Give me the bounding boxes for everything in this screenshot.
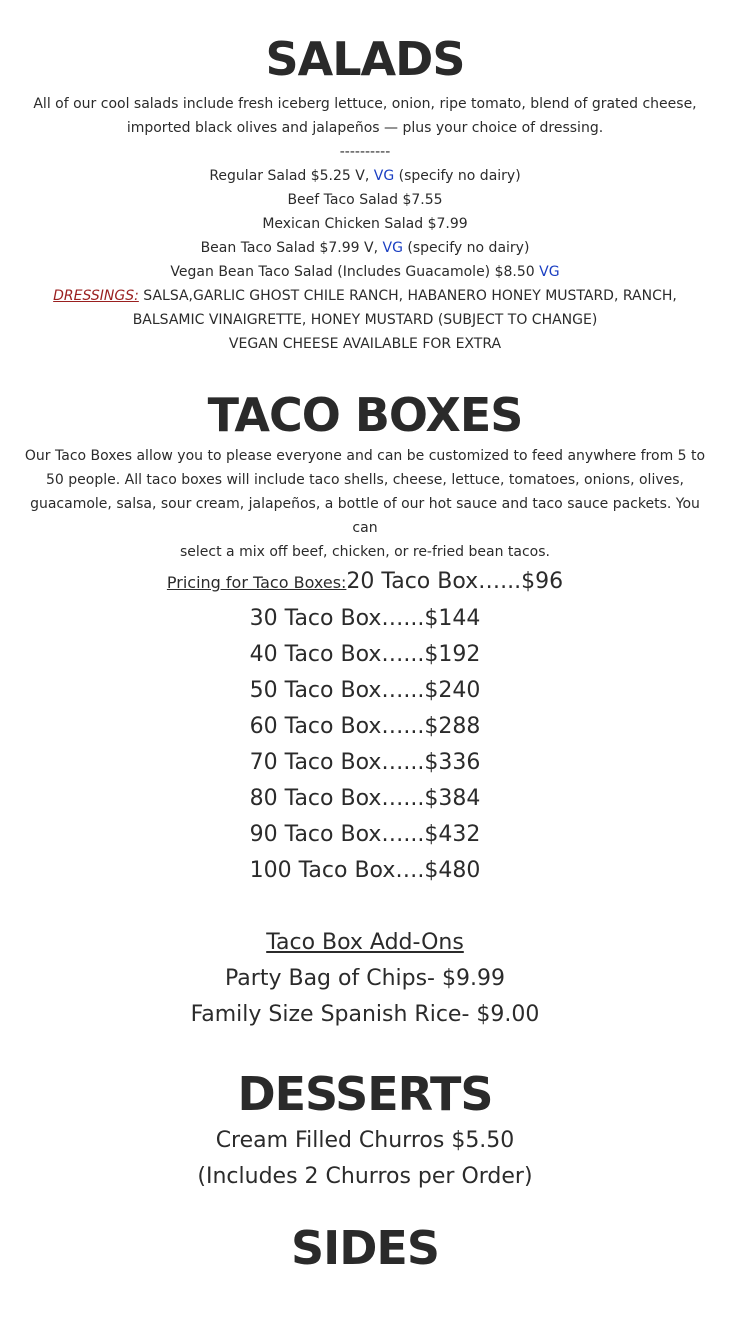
salad-item-vegan-bean: Vegan Bean Taco Salad (Includes Guacamole) $8.50 VG	[170, 264, 560, 280]
dressings-label: DRESSINGS:	[53, 288, 139, 304]
addon-chips: Party Bag of Chips- $9.99	[225, 966, 505, 991]
salad-item-chicken: Mexican Chicken Salad $7.99	[262, 216, 468, 232]
salads-intro-line-2: imported black olives and jalapeños — plus your choice of dressing.	[126, 120, 604, 136]
price-70-box: 70 Taco Box…...$336	[249, 750, 481, 775]
sides-heading: SIDES	[291, 1221, 439, 1275]
taco-boxes-intro-line-3: guacamole, salsa, sour cream, jalapeños, a bottle of our hot sauce and taco sauce packets. You can	[30, 496, 700, 536]
price-40-box: 40 Taco Box…...$192	[249, 642, 481, 667]
price-100-box: 100 Taco Box….$480	[249, 858, 481, 883]
desserts-heading: DESSERTS	[237, 1067, 493, 1121]
pricing-label: Pricing for Taco Boxes:	[166, 573, 347, 592]
menu-page	[0, 34, 730, 1273]
addons-heading: Taco Box Add-Ons	[266, 930, 464, 955]
price-50-box: 50 Taco Box…...$240	[249, 678, 481, 703]
price-20-box: 20 Taco Box…...$96	[346, 569, 564, 594]
taco-boxes-heading: TACO BOXES	[207, 388, 523, 442]
vg-tag: VG	[382, 240, 403, 256]
dressings-line-1: DRESSINGS: SALSA,GARLIC GHOST CHILE RANCH, HABANERO HONEY MUSTARD, RANCH,	[53, 288, 677, 304]
salad-item-regular: Regular Salad $5.25 V, VG (specify no dairy)	[209, 168, 521, 184]
pricing-first-line	[0, 564, 730, 601]
salads-divider: ----------	[339, 144, 391, 160]
taco-boxes-intro-line-4: select a mix off beef, chicken, or re-fried bean tacos.	[180, 544, 550, 560]
salad-item-bean: Bean Taco Salad $7.99 V, VG (specify no dairy)	[200, 240, 530, 256]
dessert-note: (Includes 2 Churros per Order)	[197, 1164, 533, 1189]
price-60-box: 60 Taco Box…...$288	[249, 714, 481, 739]
price-80-box: 80 Taco Box…...$384	[249, 786, 481, 811]
vg-tag: VG	[539, 264, 560, 280]
dressings-line-2: BALSAMIC VINAIGRETTE, HONEY MUSTARD (SUBJECT TO CHANGE)	[132, 312, 598, 328]
vg-tag: VG	[373, 168, 395, 184]
taco-boxes-intro-line-2: 50 people. All taco boxes will include taco shells, cheese, lettuce, tomatoes, onions, olives,	[46, 472, 684, 488]
salads-intro-line-1: All of our cool salads include fresh iceberg lettuce, onion, ripe tomato, blend of grated cheese,	[33, 96, 697, 112]
taco-boxes-intro-line-1: Our Taco Boxes allow you to please everyone and can be customized to feed anywhere from 5 to	[24, 448, 706, 464]
salad-item-beef: Beef Taco Salad $7.55	[287, 192, 443, 208]
dessert-churros: Cream Filled Churros $5.50	[215, 1128, 515, 1153]
price-90-box: 90 Taco Box…...$432	[249, 822, 481, 847]
salads-heading: SALADS	[265, 32, 465, 86]
addon-rice: Family Size Spanish Rice- $9.00	[190, 1002, 540, 1027]
price-30-box: 30 Taco Box…...$144	[249, 606, 481, 631]
vegan-cheese-note: VEGAN CHEESE AVAILABLE FOR EXTRA	[228, 336, 502, 352]
